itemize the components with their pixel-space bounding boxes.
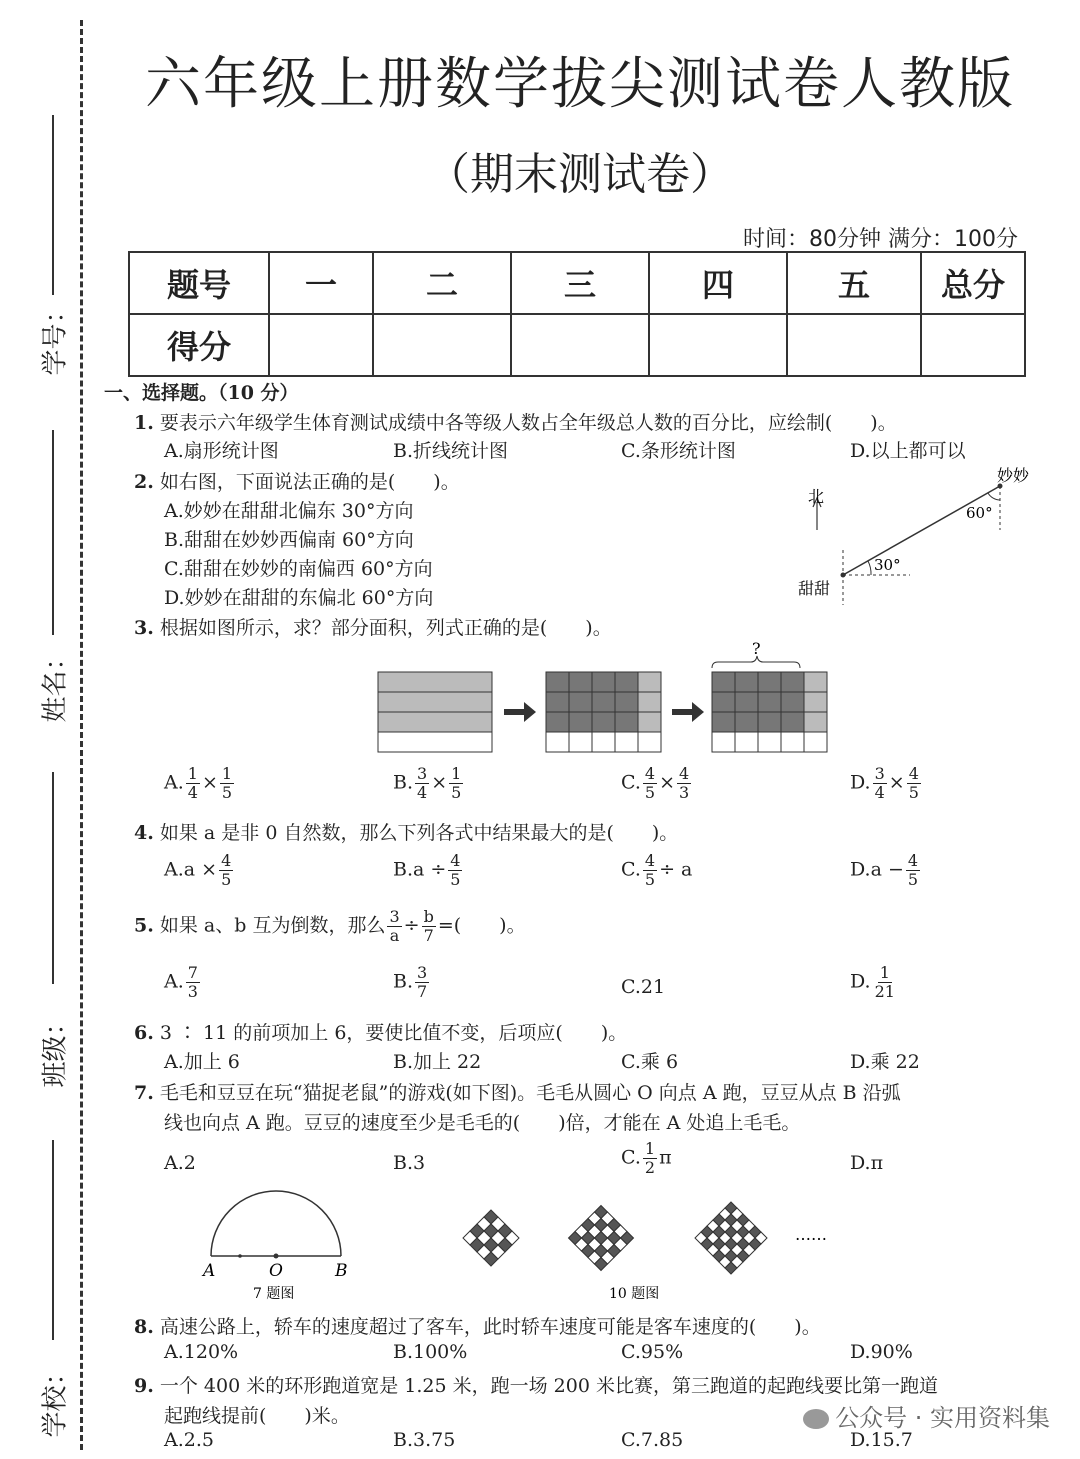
numerator: 3: [417, 764, 428, 783]
times-sign: ×: [659, 771, 676, 794]
grid-cell: [712, 732, 735, 752]
q7-stem-line1: [134, 1078, 901, 1105]
grid-cell: [638, 732, 661, 752]
grid-cell: [615, 692, 638, 712]
miao-label: 妙妙: [997, 466, 1030, 485]
arrow-1: [504, 702, 536, 722]
numerator: 3: [417, 963, 428, 982]
score-cell-total: 总分: [921, 252, 1025, 314]
grid-cell: [781, 732, 804, 752]
q4-option-b[interactable]: [393, 852, 464, 889]
denominator: 4: [417, 783, 428, 802]
grid-cell: [546, 672, 569, 692]
q5-option-d[interactable]: [850, 964, 899, 1001]
q4-number: 4.: [134, 822, 154, 844]
denominator: 5: [451, 783, 462, 802]
q3-c-frac2: [677, 765, 691, 802]
grid-cell: [758, 692, 781, 712]
numerator: 3: [389, 907, 400, 926]
grid-cell: [735, 712, 758, 732]
score-cell-4: 四: [649, 252, 787, 314]
q4-text: 如果 a 是非 0 自然数，那么下列各式中结果最大的是( )。: [159, 822, 679, 844]
q4-a-frac: [219, 852, 233, 889]
q3-b-frac1: [415, 765, 429, 802]
q1-stem: [134, 408, 897, 435]
pattern-3: [695, 1202, 767, 1274]
denominator: 5: [450, 870, 461, 889]
q1-option-c[interactable]: C.条形统计图: [621, 440, 736, 462]
q9-option-a[interactable]: A.2.5: [164, 1429, 214, 1451]
divide-sign: ÷: [403, 914, 420, 937]
angle-30-arc: [868, 561, 871, 575]
denominator: a: [389, 926, 400, 945]
q3-d-frac1: [873, 765, 887, 802]
q5-number: 5.: [134, 914, 154, 937]
arrow-1-head: [524, 702, 536, 722]
numerator: 4: [679, 764, 690, 783]
q5-a-letter: A.: [164, 970, 184, 993]
q4-b-label: B.a ÷: [393, 858, 447, 881]
q5-b-frac: [415, 964, 429, 1001]
q7-stem-line2: 线也向点 A 跑。豆豆的速度至少是毛毛的( )倍，才能在 A 处追上毛毛。: [164, 1112, 801, 1134]
angle-30-label: 30°: [874, 556, 901, 574]
grid-cell: [804, 732, 827, 752]
q3-c-frac1: [643, 765, 657, 802]
q3-rect-1: [378, 672, 492, 752]
q7-number: 7.: [134, 1082, 154, 1104]
q3-option-c[interactable]: [621, 765, 693, 802]
angle-60-arc: [988, 493, 1000, 500]
q7-text1: 毛毛和豆豆在玩“猫捉老鼠”的游戏(如下图)。毛毛从圆心 O 向点 A 跑，豆豆从点 B 沿弧: [159, 1082, 901, 1104]
runner-point: [238, 1254, 242, 1258]
q5-b-letter: B.: [393, 970, 414, 993]
grid-cell: [804, 692, 827, 712]
q1-text: 要表示六年级学生体育测试成绩中各等级人数占全年级总人数的百分比，应绘制( )。: [159, 412, 897, 434]
xuehao-blank-line: [52, 115, 54, 295]
grid-cell: [735, 732, 758, 752]
q1-number: 1.: [134, 412, 154, 434]
q3-d-letter: D.: [850, 771, 871, 794]
score-cell-5: 五: [787, 252, 921, 314]
denominator: 3: [679, 783, 690, 802]
point-a-label: A: [203, 1261, 216, 1281]
q9-number: 9.: [134, 1375, 154, 1397]
numerator: 4: [221, 851, 232, 870]
q6-option-c[interactable]: C.乘 6: [621, 1051, 679, 1073]
denominator: 5: [644, 870, 656, 889]
banji-blank-line: [52, 772, 54, 984]
q5-option-a[interactable]: [164, 964, 202, 1001]
q6-stem: [134, 1018, 627, 1045]
q5-a-frac: [186, 964, 200, 1001]
watermark: [803, 1398, 1050, 1433]
grid-cell: [546, 712, 569, 732]
arrow-1-shaft: [504, 709, 524, 715]
q4-option-a[interactable]: [164, 852, 235, 889]
rect1-strip-1: [378, 672, 492, 692]
q3-rect-2: [546, 672, 661, 752]
q7-option-a[interactable]: A.2: [164, 1152, 196, 1174]
denominator: 5: [908, 783, 919, 802]
grid-cell: [758, 712, 781, 732]
numerator: 4: [907, 851, 919, 870]
denominator: 3: [187, 982, 198, 1001]
rect1-strip-3: [378, 712, 492, 732]
grid-cell: [735, 672, 758, 692]
q3-option-b[interactable]: [393, 765, 465, 802]
page-subtitle: （期末测试卷）: [426, 149, 734, 200]
q8-option-d[interactable]: D.90%: [850, 1341, 913, 1363]
xingming-blank-line: [52, 430, 54, 635]
grid-cell: [781, 672, 804, 692]
times-sign: ×: [888, 771, 905, 794]
grid-cell: [638, 672, 661, 692]
tian-label: 甜甜: [798, 579, 831, 598]
grid-cell: [804, 672, 827, 692]
grid-cell: [615, 732, 638, 752]
q4-option-d[interactable]: [850, 852, 922, 889]
grid-cell: [569, 692, 592, 712]
q6-option-d[interactable]: D.乘 22: [850, 1051, 920, 1073]
times-sign: ×: [201, 771, 218, 794]
wechat-icon: [803, 1409, 829, 1429]
fold-dashed-line: [80, 20, 83, 1450]
q3-question-mark: ?: [752, 639, 761, 658]
q8-option-b[interactable]: B.100%: [393, 1341, 468, 1363]
q3-a-frac2: [220, 765, 234, 802]
denominator: 4: [874, 783, 885, 802]
grid-cell: [592, 712, 615, 732]
score-table-score-row: [129, 314, 1025, 376]
q9-text1: 一个 400 米的环形跑道宽是 1.25 米，跑一场 200 米比赛，第三跑道的起跑线要比第一跑道: [159, 1375, 938, 1397]
grid-cell: [781, 692, 804, 712]
q3-d-frac2: [907, 765, 921, 802]
xuexiao-blank-line: [52, 1140, 54, 1340]
section-heading: 一、选择题。（10 分）: [104, 382, 299, 404]
q3-b-letter: B.: [393, 771, 414, 794]
q9-option-d[interactable]: D.15.7: [850, 1429, 913, 1451]
q3-c-letter: C.: [621, 771, 641, 794]
grid-cell: [592, 732, 615, 752]
grid-cell: [712, 712, 735, 732]
q2-direction-figure: [790, 460, 1050, 610]
watermark-text: 公众号 · 实用资料集: [835, 1404, 1050, 1432]
q7-option-c[interactable]: [621, 1140, 672, 1177]
q5-stem: [134, 908, 526, 945]
numerator: 1: [879, 963, 890, 982]
numerator: 1: [221, 764, 233, 783]
score-table-header-row: [129, 252, 1025, 314]
q8-stem: [134, 1312, 821, 1339]
q3-b-frac2: [449, 765, 463, 802]
q6-text: 3 ∶ 11 的前项加上 6，要使比值不变，后项应( )。: [159, 1022, 628, 1044]
grid-cell: [638, 712, 661, 732]
q2-option-d[interactable]: D.妙妙在甜甜的东偏北 60°方向: [164, 587, 434, 609]
grid-cell: [569, 732, 592, 752]
denominator: 21: [874, 982, 895, 1001]
q3-figure: [376, 638, 836, 758]
q7-option-b[interactable]: B.3: [393, 1152, 426, 1174]
q4-d-label: D.a −: [850, 858, 904, 881]
grid-cell: [569, 712, 592, 732]
q2-stem: [134, 467, 460, 494]
q9-stem-line1: [134, 1371, 938, 1398]
grid-cell: [712, 672, 735, 692]
score-cell-2: 二: [373, 252, 511, 314]
q4-c-label: C.: [621, 858, 641, 881]
grid-cell: [712, 692, 735, 712]
numerator: 4: [450, 851, 461, 870]
denominator: 7: [417, 982, 428, 1001]
q9-stem-line2: 起跑线提前( )米。: [164, 1405, 350, 1427]
q7-c-frac: [643, 1140, 657, 1177]
grid-cell: [735, 692, 758, 712]
q2-text: 如右图，下面说法正确的是( )。: [159, 471, 460, 493]
numerator: 7: [187, 963, 198, 982]
fig7-caption: 7 题图: [253, 1286, 295, 1302]
numerator: 3: [874, 764, 885, 783]
grid-cell: [546, 732, 569, 752]
q1-option-a[interactable]: A.扇形统计图: [164, 440, 279, 462]
q3-stem: [134, 613, 612, 640]
time-score-info: 时间：80分钟 满分：100分: [743, 227, 1018, 252]
connecting-line: [843, 486, 1000, 575]
q4-a-label: A.a ×: [164, 858, 218, 881]
q2-option-c[interactable]: C.甜甜在妙妙的南偏西 60°方向: [164, 558, 433, 580]
q3-a-frac1: [186, 765, 200, 802]
q3-number: 3.: [134, 617, 154, 639]
q7-option-d[interactable]: D.π: [850, 1152, 884, 1174]
q8-option-c[interactable]: C.95%: [621, 1341, 684, 1363]
score-input-5[interactable]: [787, 314, 921, 376]
score-cell-defen: 得分: [129, 314, 269, 376]
q7-c-pi: π: [659, 1146, 672, 1169]
pattern-1: [463, 1210, 519, 1266]
q9-option-b[interactable]: B.3.75: [393, 1429, 456, 1451]
q5-frac2: [422, 908, 436, 945]
q5-text-post: =( )。: [437, 914, 526, 937]
pattern-2: [569, 1206, 634, 1271]
q9-option-c[interactable]: C.7.85: [621, 1429, 684, 1451]
grid-cell: [758, 672, 781, 692]
grid-cell: [546, 692, 569, 712]
score-input-3[interactable]: [511, 314, 649, 376]
numerator: 4: [908, 764, 919, 783]
q4-stem: [134, 818, 678, 845]
grid-cell: [615, 712, 638, 732]
numerator: 1: [451, 764, 462, 783]
denominator: 7: [423, 926, 434, 945]
q2-option-b[interactable]: B.甜甜在妙妙西偏南 60°方向: [164, 529, 414, 551]
score-input-1[interactable]: [269, 314, 373, 376]
q5-d-letter: D.: [850, 970, 871, 993]
q3-rect-3: [712, 672, 827, 752]
grid-cell: [781, 712, 804, 732]
point-b-label: B: [335, 1261, 348, 1281]
q7-c-letter: C.: [621, 1146, 641, 1169]
arrow-2-shaft: [672, 709, 692, 715]
q4-b-frac: [448, 852, 462, 889]
grid-cell: [638, 692, 661, 712]
q6-number: 6.: [134, 1022, 154, 1044]
q4-c-frac: [643, 852, 657, 889]
q7-semicircle-figure: [195, 1190, 365, 1305]
q5-d-frac: [873, 964, 897, 1001]
q8-number: 8.: [134, 1316, 154, 1338]
denominator: 2: [644, 1158, 656, 1177]
banji-label: 班级：: [40, 1009, 71, 1088]
denominator: 5: [907, 870, 919, 889]
times-sign: ×: [431, 771, 448, 794]
denominator: 5: [221, 870, 232, 889]
q1-option-d[interactable]: D.以上都可以: [850, 440, 966, 462]
q2-option-a[interactable]: A.妙妙在甜甜北偏东 30°方向: [164, 500, 414, 522]
grid-cell: [804, 712, 827, 732]
denominator: 5: [221, 783, 233, 802]
grid-cell: [592, 672, 615, 692]
xingming-label: 姓名：: [40, 644, 71, 723]
score-input-2[interactable]: [373, 314, 511, 376]
denominator: 5: [644, 783, 656, 802]
q6-option-b[interactable]: B.加上 22: [393, 1051, 482, 1073]
grid-cell: [592, 692, 615, 712]
numerator: 4: [644, 764, 656, 783]
q6-option-a[interactable]: A.加上 6: [164, 1051, 240, 1073]
q4-d-frac: [906, 852, 920, 889]
score-cell-1: 一: [269, 252, 373, 314]
grid-cell: [758, 732, 781, 752]
score-input-total[interactable]: [921, 314, 1025, 376]
denominator: 4: [187, 783, 198, 802]
q3-option-d[interactable]: [850, 765, 923, 802]
xuexiao-label: 学校：: [40, 1359, 71, 1438]
q3-text: 根据如图所示，求？部分面积，列式正确的是( )。: [159, 617, 612, 639]
q4-option-c[interactable]: [621, 852, 692, 889]
point-o-label: O: [269, 1261, 283, 1281]
q5-option-c[interactable]: C.21: [621, 976, 666, 998]
score-cell-3: 三: [511, 252, 649, 314]
rect1-strip-2: [378, 692, 492, 712]
pattern-ellipsis: ……: [795, 1225, 827, 1244]
score-table: [128, 251, 1026, 377]
q5-option-b[interactable]: [393, 964, 431, 1001]
q8-option-a[interactable]: A.120%: [164, 1341, 239, 1363]
tian-point: [841, 573, 846, 578]
center-point: [274, 1254, 279, 1259]
arrow-2: [672, 702, 704, 722]
q2-number: 2.: [134, 471, 154, 493]
semicircle-arc: [211, 1191, 341, 1256]
numerator: 4: [644, 851, 656, 870]
q3-a-letter: A.: [164, 771, 184, 794]
grid-cell: [569, 672, 592, 692]
q5-text-pre: 如果 a、b 互为倒数，那么: [159, 914, 386, 937]
angle-60-label: 60°: [966, 504, 993, 522]
numerator: 1: [187, 764, 198, 783]
page-title: 六年级上册数学拔尖测试卷人教版: [145, 52, 1015, 117]
q4-c-suffix: ÷ a: [659, 858, 693, 881]
q3-option-a[interactable]: [164, 765, 236, 802]
fig10-caption: 10 题图: [609, 1286, 660, 1302]
arrow-2-head: [692, 702, 704, 722]
grid-cell: [615, 672, 638, 692]
north-label: 北: [808, 487, 825, 506]
q1-option-b[interactable]: B.折线统计图: [393, 440, 509, 462]
numerator: 1: [644, 1139, 656, 1158]
xuehao-label: 学号：: [40, 297, 71, 376]
score-input-4[interactable]: [649, 314, 787, 376]
q8-text: 高速公路上，轿车的速度超过了客车，此时轿车速度可能是客车速度的( )。: [159, 1316, 821, 1338]
score-cell-tihao: 题号: [129, 252, 269, 314]
q5-frac1: [387, 908, 401, 945]
numerator: b: [423, 907, 434, 926]
q10-pattern-figure: [455, 1200, 855, 1305]
